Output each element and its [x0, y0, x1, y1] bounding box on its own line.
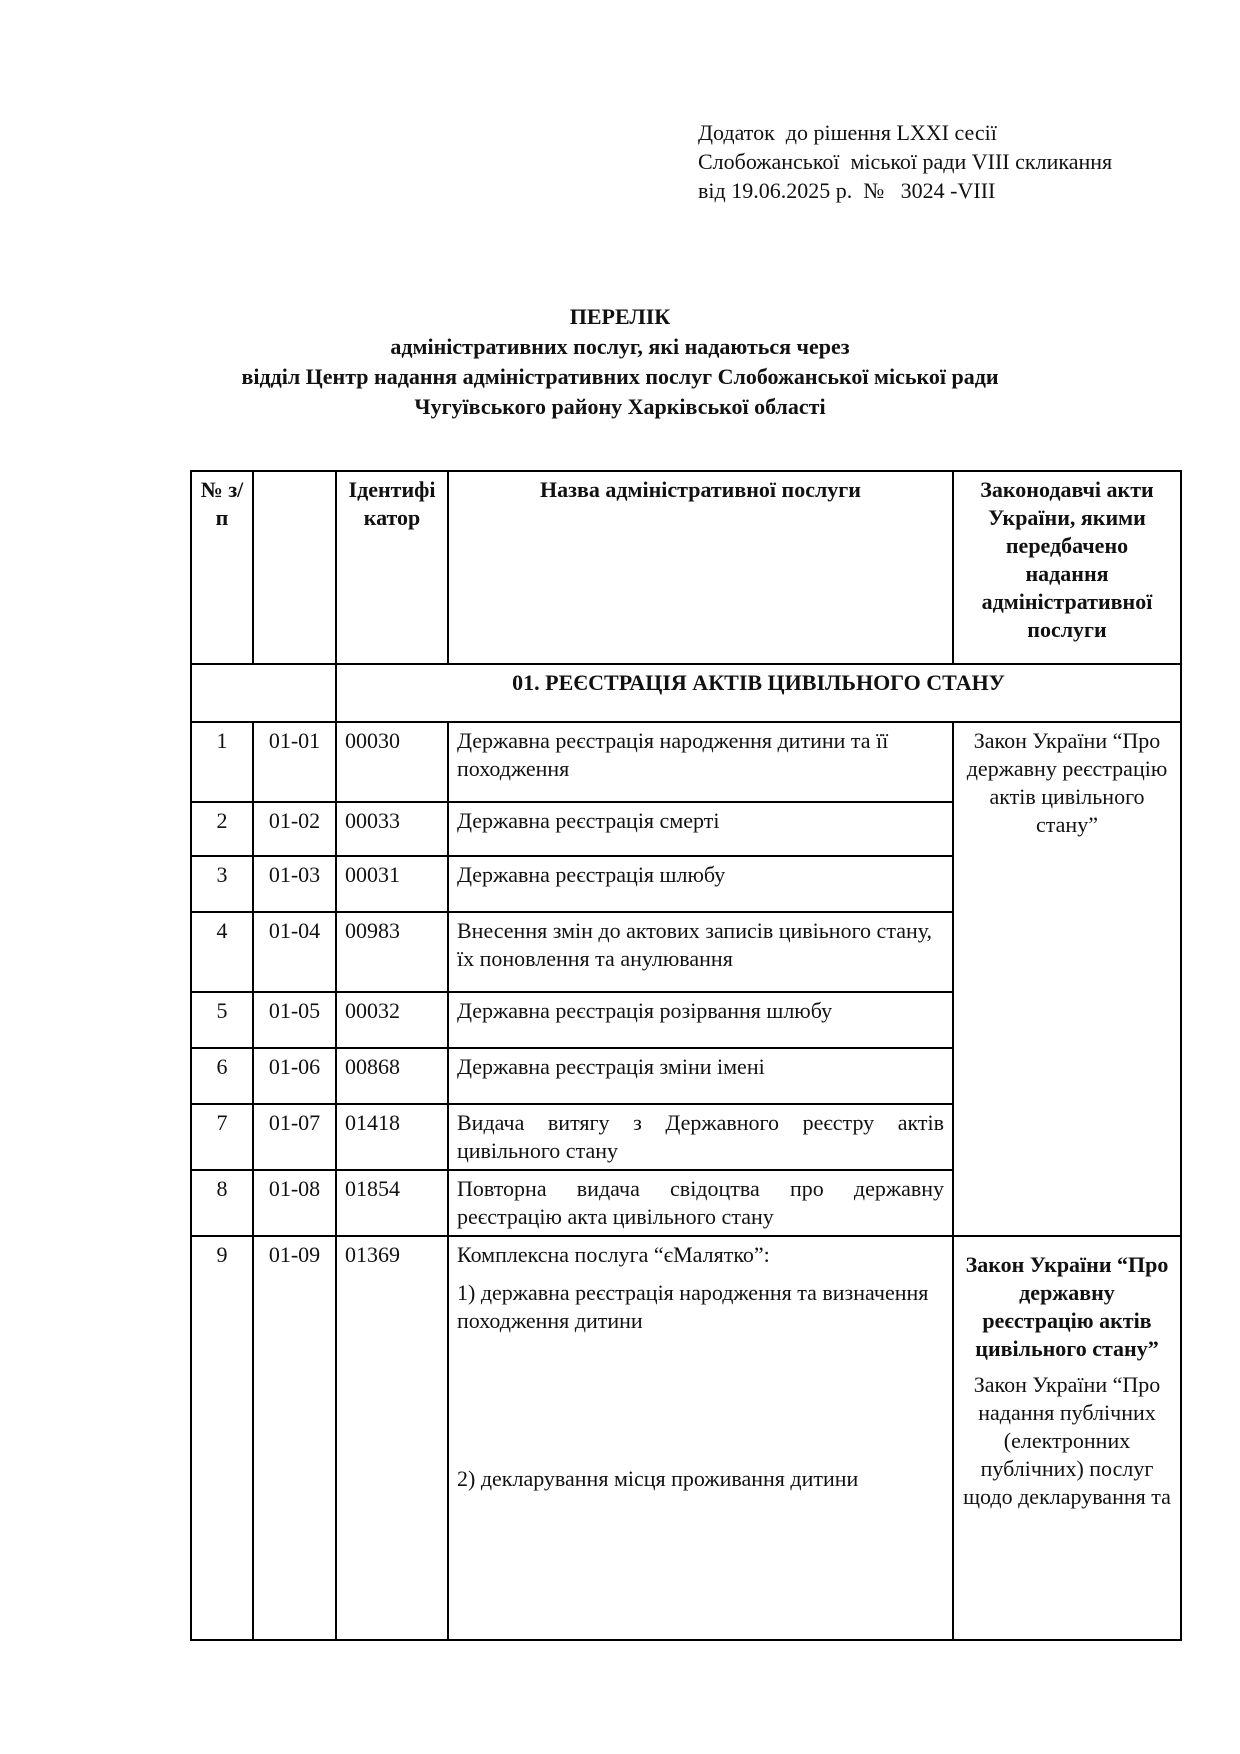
row-name: Державна реєстрація зміни імені: [448, 1048, 953, 1104]
document-title: [0, 302, 1240, 422]
row-name: Державна реєстрація розірвання шлюбу: [448, 992, 953, 1048]
row-num: 1: [191, 722, 253, 802]
addendum-line: Додаток до рішення LXXI сесії: [698, 120, 997, 145]
law-2: Закон України “Про надання публічних (електронних публічних) послуг щодо декларування та: [963, 1372, 1171, 1509]
row-id: 00868: [336, 1048, 448, 1104]
section-row: [191, 664, 1181, 722]
row-num: 2: [191, 802, 253, 856]
row-id: 00030: [336, 722, 448, 802]
addendum-note: [698, 118, 1112, 205]
row-name: Повторна видача свідоцтва про державну реєстрацію акта цивільного стану: [448, 1170, 953, 1236]
row-name: Державна реєстрація шлюбу: [448, 856, 953, 912]
services-table: [190, 470, 1182, 1641]
row-id: 00031: [336, 856, 448, 912]
header-num: № з/п: [191, 471, 253, 664]
complex-subservice-2: 2) декларування місця проживання дитини: [457, 1466, 859, 1491]
title-line: адміністративних послуг, які надаються через: [390, 334, 850, 359]
complex-subservice-1: 1) державна реєстрація народження та визначення походження дитини: [457, 1280, 929, 1333]
row-num: 3: [191, 856, 253, 912]
title-line: відділ Центр надання адміністративних послуг Слобожанської міської ради: [241, 364, 999, 389]
row-id: 00033: [336, 802, 448, 856]
row-id: 01418: [336, 1104, 448, 1170]
row-id: 01369: [336, 1236, 448, 1640]
addendum-line: від 19.06.2025 р. № 3024 -VIII: [698, 178, 996, 203]
header-law: Законодавчі акти України, якими передбачено надання адміністративної послуги: [953, 471, 1181, 664]
row-code: 01-03: [253, 856, 336, 912]
row-code: 01-06: [253, 1048, 336, 1104]
row-code: 01-02: [253, 802, 336, 856]
row-code: 01-09: [253, 1236, 336, 1640]
header-code: [253, 471, 336, 664]
law-cell: Закон України “Про державну реєстрацію актів цивільного стану”: [953, 722, 1181, 1236]
table-row: [191, 722, 1181, 802]
row-name: Видача витягу з Державного реєстру актів цивільного стану: [448, 1104, 953, 1170]
table-row-complex: [191, 1236, 1181, 1640]
law-cell-complex: [953, 1236, 1181, 1640]
row-num: 5: [191, 992, 253, 1048]
addendum-line: Слобожанської міської ради VIII скликання: [698, 149, 1113, 174]
table-header-row: [191, 471, 1181, 664]
row-id: 00032: [336, 992, 448, 1048]
row-id: 01854: [336, 1170, 448, 1236]
row-num: 8: [191, 1170, 253, 1236]
complex-service-name: Комплексна послуга “єМалятко”:: [457, 1242, 770, 1267]
row-name-complex: [448, 1236, 953, 1640]
row-code: 01-05: [253, 992, 336, 1048]
row-name: Внесення змін до актових записів цивіьного стану, їх поновлення та анулювання: [448, 912, 953, 992]
law-1: Закон України “Про державну реєстрацію актів цивільного стану”: [965, 1252, 1169, 1361]
row-code: 01-07: [253, 1104, 336, 1170]
row-num: 4: [191, 912, 253, 992]
row-name: Державна реєстрація народження дитини та її походження: [448, 722, 953, 802]
header-name: Назва адміністративної послуги: [448, 471, 953, 664]
row-code: 01-08: [253, 1170, 336, 1236]
section-empty-cell: [191, 664, 336, 722]
row-num: 9: [191, 1236, 253, 1640]
row-id: 00983: [336, 912, 448, 992]
row-code: 01-04: [253, 912, 336, 992]
row-num: 7: [191, 1104, 253, 1170]
title-line: Чугуївського району Харківської області: [414, 394, 826, 419]
row-name: Державна реєстрація смерті: [448, 802, 953, 856]
row-num: 6: [191, 1048, 253, 1104]
title-line: ПЕРЕЛІК: [569, 304, 671, 329]
header-id: Ідентифікатор: [336, 471, 448, 664]
row-code: 01-01: [253, 722, 336, 802]
section-title: 01. РЕЄСТРАЦІЯ АКТІВ ЦИВІЛЬНОГО СТАНУ: [336, 664, 1181, 722]
